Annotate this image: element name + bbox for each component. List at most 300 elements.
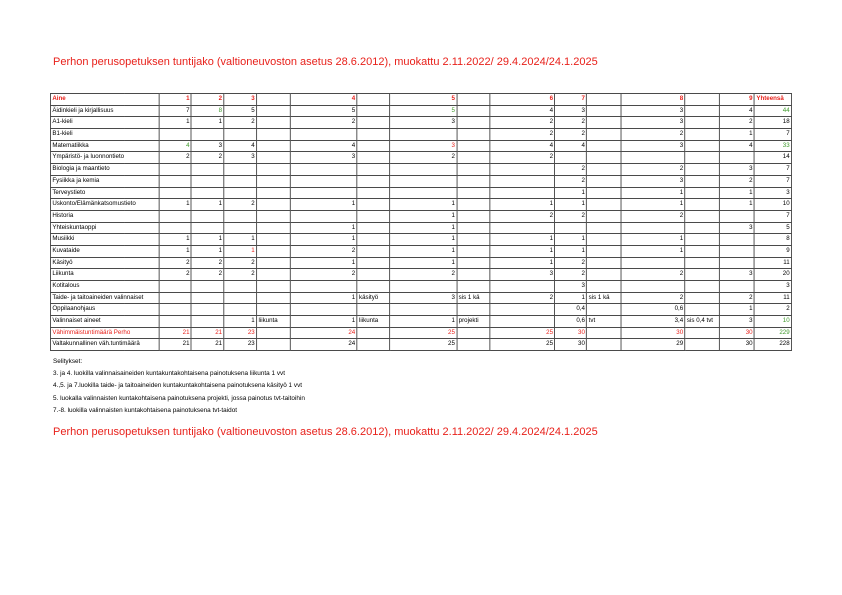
table-row — [50, 245, 791, 257]
empty-cell — [457, 269, 490, 281]
empty-cell — [457, 199, 490, 211]
grade-cell — [191, 187, 224, 199]
row-label: Vähimmäistuntimäärä Perho — [50, 327, 158, 339]
grade-cell: 1 — [390, 234, 457, 246]
empty-cell — [257, 234, 291, 246]
grade-cell — [191, 222, 224, 234]
empty-cell — [257, 339, 291, 351]
grade-cell: 29 — [621, 339, 685, 351]
header-spacer — [357, 94, 390, 106]
empty-cell — [457, 175, 490, 187]
grade-cell: 2 — [490, 292, 555, 304]
grade-cell: 2 — [555, 175, 587, 187]
empty-cell — [257, 292, 291, 304]
grade-cell: 24 — [290, 339, 357, 351]
grade-cell: 21 — [159, 339, 192, 351]
empty-cell — [457, 105, 490, 117]
empty-cell — [357, 187, 390, 199]
grade-cell: 1 — [719, 129, 754, 141]
empty-cell — [685, 175, 719, 187]
grade-cell — [159, 304, 192, 316]
empty-cell — [357, 140, 390, 152]
table-row — [50, 269, 791, 281]
grade-cell: 2 — [490, 152, 555, 164]
header-row — [50, 94, 791, 106]
table-row — [50, 210, 791, 222]
grade-cell — [191, 316, 224, 328]
grade-cell: 1 — [621, 234, 685, 246]
total-cell: 8 — [754, 234, 791, 246]
grade-cell: 25 — [390, 327, 457, 339]
empty-cell — [257, 281, 291, 293]
row-label: Ympäristö- ja luonnontieto — [50, 152, 158, 164]
total-cell: 33 — [754, 140, 791, 152]
grade-cell: 1 — [191, 199, 224, 211]
grade-cell — [290, 187, 357, 199]
total-cell: 229 — [754, 327, 791, 339]
empty-cell — [685, 281, 719, 293]
header-spacer — [587, 94, 621, 106]
grade-cell: 1 — [224, 234, 257, 246]
grade-cell: 2 — [191, 269, 224, 281]
empty-cell — [587, 304, 621, 316]
grade-cell: 1 — [490, 234, 555, 246]
row-label: Uskonto/Elämänkatsomustieto — [50, 199, 158, 211]
grade-cell: 2 — [490, 129, 555, 141]
grade-cell: 23 — [224, 339, 257, 351]
grade-cell: 3 — [621, 175, 685, 187]
table-row — [50, 234, 791, 246]
grade-cell: 2 — [224, 199, 257, 211]
grade-cell — [224, 175, 257, 187]
grade-cell: 4 — [719, 105, 754, 117]
empty-cell — [257, 117, 291, 129]
grade-cell: 25 — [490, 339, 555, 351]
empty-cell — [457, 245, 490, 257]
table-row — [50, 327, 791, 339]
empty-cell — [587, 257, 621, 269]
grade-cell: 2 — [555, 129, 587, 141]
grade-cell — [159, 222, 192, 234]
header-grade: 7 — [555, 94, 587, 106]
empty-cell — [587, 234, 621, 246]
grade-cell: 7 — [159, 105, 192, 117]
grade-cell — [621, 152, 685, 164]
grade-cell — [191, 292, 224, 304]
notes — [53, 356, 305, 417]
empty-cell — [257, 199, 291, 211]
empty-cell — [457, 117, 490, 129]
empty-cell — [257, 222, 291, 234]
grade-cell: 25 — [390, 339, 457, 351]
table-row — [50, 199, 791, 211]
note-cell: sis 1 kä — [587, 292, 621, 304]
grade-cell: 2 — [159, 269, 192, 281]
grade-cell: 4 — [159, 140, 192, 152]
grade-cell — [390, 129, 457, 141]
grade-cell: 5 — [290, 105, 357, 117]
grade-cell: 3 — [719, 164, 754, 176]
grade-cell — [159, 210, 192, 222]
empty-cell — [685, 117, 719, 129]
grade-cell: 1 — [555, 245, 587, 257]
grade-cell — [224, 210, 257, 222]
empty-cell — [357, 257, 390, 269]
grade-cell: 5 — [390, 105, 457, 117]
grade-cell — [490, 187, 555, 199]
grade-cell: 30 — [555, 339, 587, 351]
grade-cell: 1 — [490, 245, 555, 257]
grade-cell — [490, 164, 555, 176]
grade-cell: 3 — [390, 292, 457, 304]
note-cell: käsityö — [357, 292, 390, 304]
empty-cell — [257, 175, 291, 187]
empty-cell — [457, 140, 490, 152]
empty-cell — [685, 269, 719, 281]
note-cell: liikunta — [357, 316, 390, 328]
grade-cell — [719, 281, 754, 293]
empty-cell — [457, 281, 490, 293]
grade-cell: 2 — [621, 292, 685, 304]
row-label: Oppilaanohjaus — [50, 304, 158, 316]
grade-cell: 0,4 — [555, 304, 587, 316]
empty-cell — [685, 257, 719, 269]
table-row — [50, 257, 791, 269]
grade-cell: 3 — [621, 117, 685, 129]
grade-cell — [490, 175, 555, 187]
empty-cell — [457, 187, 490, 199]
grade-cell — [224, 304, 257, 316]
grade-cell — [159, 175, 192, 187]
grade-cell — [719, 210, 754, 222]
grade-cell — [719, 245, 754, 257]
total-cell: 10 — [754, 316, 791, 328]
empty-cell — [457, 234, 490, 246]
empty-cell — [587, 222, 621, 234]
empty-cell — [457, 339, 490, 351]
page-title: Perhon perusopetuksen tuntijako (valtioneuvoston asetus 28.6.2012), muokattu 2.11.2022/ 29.4.2024/24.1.2025 — [53, 56, 598, 68]
grade-cell — [290, 281, 357, 293]
table-row — [50, 316, 791, 328]
header-grade: 3 — [224, 94, 257, 106]
empty-cell — [357, 105, 390, 117]
empty-cell — [357, 245, 390, 257]
grade-cell — [224, 164, 257, 176]
row-label: Yhteiskuntaoppi — [50, 222, 158, 234]
empty-cell — [457, 129, 490, 141]
grade-cell: 1 — [555, 292, 587, 304]
header-spacer — [457, 94, 490, 106]
grade-cell: 30 — [621, 327, 685, 339]
grade-cell — [555, 222, 587, 234]
total-cell: 2 — [754, 304, 791, 316]
note-line: 3. ja 4. luokilla valinnaisaineiden kuntakuntakohtaisena painotuksena liikunta 1 vvt — [53, 370, 285, 378]
empty-cell — [587, 117, 621, 129]
row-label: Terveystieto — [50, 187, 158, 199]
grade-cell: 2 — [290, 117, 357, 129]
total-cell: 7 — [754, 129, 791, 141]
grade-cell — [224, 222, 257, 234]
grade-cell: 2 — [390, 152, 457, 164]
grade-cell — [719, 234, 754, 246]
empty-cell — [357, 339, 390, 351]
total-cell: 11 — [754, 257, 791, 269]
grade-cell: 2 — [555, 164, 587, 176]
table-row — [50, 105, 791, 117]
note-cell: tvt — [587, 316, 621, 328]
grade-cell — [490, 281, 555, 293]
table-row — [50, 152, 791, 164]
grade-cell — [224, 129, 257, 141]
grade-cell: 2 — [224, 269, 257, 281]
header-grade: 5 — [390, 94, 457, 106]
grade-cell: 2 — [490, 117, 555, 129]
empty-cell — [357, 304, 390, 316]
grade-cell: 2 — [555, 210, 587, 222]
empty-cell — [685, 210, 719, 222]
empty-cell — [587, 210, 621, 222]
grade-cell — [159, 316, 192, 328]
grade-cell: 1 — [490, 199, 555, 211]
grade-cell — [290, 304, 357, 316]
table-row — [50, 339, 791, 351]
grade-cell — [621, 281, 685, 293]
total-cell: 5 — [754, 222, 791, 234]
grade-cell: 3 — [719, 222, 754, 234]
row-label: Musiikki — [50, 234, 158, 246]
empty-cell — [685, 304, 719, 316]
empty-cell — [587, 175, 621, 187]
empty-cell — [587, 339, 621, 351]
grade-cell — [290, 164, 357, 176]
grade-cell: 21 — [191, 339, 224, 351]
grade-cell: 1 — [555, 187, 587, 199]
header-spacer — [685, 94, 719, 106]
row-label: Liikunta — [50, 269, 158, 281]
header-grade: 1 — [159, 94, 192, 106]
grade-cell: 2 — [224, 117, 257, 129]
empty-cell — [587, 281, 621, 293]
grade-cell: 1 — [719, 199, 754, 211]
grade-cell — [290, 129, 357, 141]
grade-cell: 2 — [290, 269, 357, 281]
empty-cell — [357, 152, 390, 164]
grade-cell: 3 — [390, 117, 457, 129]
grade-cell: 1 — [621, 245, 685, 257]
empty-cell — [685, 164, 719, 176]
note-cell: sis 1 kä — [457, 292, 490, 304]
empty-cell — [357, 327, 390, 339]
grade-cell: 0,6 — [621, 304, 685, 316]
empty-cell — [457, 257, 490, 269]
grade-cell: 2 — [621, 164, 685, 176]
empty-cell — [587, 245, 621, 257]
grade-cell: 30 — [555, 327, 587, 339]
row-label: Fysiikka ja kemia — [50, 175, 158, 187]
grade-cell: 4 — [555, 140, 587, 152]
grade-cell — [290, 210, 357, 222]
total-cell: 14 — [754, 152, 791, 164]
grade-cell: 1 — [224, 245, 257, 257]
grade-cell: 3 — [390, 140, 457, 152]
grade-cell — [159, 129, 192, 141]
grade-cell: 1 — [390, 210, 457, 222]
empty-cell — [257, 105, 291, 117]
grade-cell — [159, 187, 192, 199]
grade-cell: 1 — [719, 304, 754, 316]
table-row — [50, 164, 791, 176]
empty-cell — [257, 257, 291, 269]
grade-cell: 4 — [490, 105, 555, 117]
total-cell: 18 — [754, 117, 791, 129]
row-label: Valtakunnallinen väh.tuntimäärä — [50, 339, 158, 351]
grade-cell: 1 — [290, 222, 357, 234]
table-row — [50, 292, 791, 304]
grade-cell — [290, 175, 357, 187]
empty-cell — [587, 140, 621, 152]
note-line: 4.,5. ja 7.luokilla taide- ja taitoaineiden kuntakuntakohtaisena painotuksena käsityö 1 vvt — [53, 382, 303, 390]
grade-cell: 2 — [719, 175, 754, 187]
row-label: Matematiikka — [50, 140, 158, 152]
header-grade: 6 — [490, 94, 555, 106]
empty-cell — [587, 164, 621, 176]
grade-cell — [159, 164, 192, 176]
empty-cell — [357, 129, 390, 141]
empty-cell — [685, 245, 719, 257]
empty-cell — [357, 199, 390, 211]
empty-cell — [257, 140, 291, 152]
table-row — [50, 175, 791, 187]
grade-cell — [390, 164, 457, 176]
grade-cell: 3 — [490, 269, 555, 281]
grade-cell: 4 — [290, 140, 357, 152]
empty-cell — [457, 164, 490, 176]
empty-cell — [685, 339, 719, 351]
grade-cell — [191, 129, 224, 141]
empty-cell — [257, 269, 291, 281]
grade-cell: 21 — [191, 327, 224, 339]
grade-cell: 1 — [290, 234, 357, 246]
grade-cell: 2 — [191, 257, 224, 269]
total-cell: 10 — [754, 199, 791, 211]
row-label: Äidinkieli ja kirjallisuus — [50, 105, 158, 117]
grade-cell — [224, 292, 257, 304]
empty-cell — [685, 222, 719, 234]
empty-cell — [457, 327, 490, 339]
grade-cell: 1 — [719, 187, 754, 199]
table-row — [50, 140, 791, 152]
total-cell: 20 — [754, 269, 791, 281]
empty-cell — [685, 140, 719, 152]
note-cell: projekti — [457, 316, 490, 328]
grade-cell: 1 — [191, 117, 224, 129]
grade-cell — [191, 175, 224, 187]
row-label: B1-kieli — [50, 129, 158, 141]
grade-cell — [490, 304, 555, 316]
grade-cell: 2 — [621, 210, 685, 222]
table-row — [50, 222, 791, 234]
grade-cell — [224, 187, 257, 199]
empty-cell — [357, 175, 390, 187]
grade-cell: 4 — [490, 140, 555, 152]
note-cell: liikunta — [257, 316, 291, 328]
row-label: Biologia ja maantieto — [50, 164, 158, 176]
grade-cell: 3 — [555, 105, 587, 117]
grade-cell: 2 — [621, 269, 685, 281]
grade-cell — [159, 281, 192, 293]
row-label: Käsityö — [50, 257, 158, 269]
grade-cell — [191, 164, 224, 176]
grade-cell: 1 — [490, 257, 555, 269]
grade-cell: 2 — [719, 117, 754, 129]
footer-title: Perhon perusopetuksen tuntijako (valtioneuvoston asetus 28.6.2012), muokattu 2.11.2022/ 29.4.2024/24.1.2025 — [53, 426, 598, 438]
empty-cell — [587, 152, 621, 164]
table-row — [50, 117, 791, 129]
empty-cell — [457, 222, 490, 234]
empty-cell — [587, 129, 621, 141]
empty-cell — [685, 234, 719, 246]
empty-cell — [587, 105, 621, 117]
grade-cell: 1 — [191, 245, 224, 257]
grade-cell — [224, 281, 257, 293]
empty-cell — [587, 187, 621, 199]
grade-cell — [555, 152, 587, 164]
grade-cell: 1 — [621, 199, 685, 211]
grade-cell: 2 — [719, 292, 754, 304]
grade-cell: 1 — [290, 292, 357, 304]
grade-cell — [621, 222, 685, 234]
grade-cell — [390, 304, 457, 316]
grade-cell: 1 — [390, 257, 457, 269]
total-cell: 7 — [754, 175, 791, 187]
empty-cell — [457, 304, 490, 316]
empty-cell — [257, 152, 291, 164]
empty-cell — [257, 164, 291, 176]
grade-cell — [191, 281, 224, 293]
grade-cell: 2 — [621, 129, 685, 141]
empty-cell — [685, 199, 719, 211]
grade-cell: 2 — [555, 269, 587, 281]
header-subject: Aine — [50, 94, 158, 106]
note-line: 5. luokalla valinnaisten kuntakohtaisena painotuksena projekti, jossa painotus tvt-taitoihin — [53, 394, 305, 402]
grade-cell — [191, 210, 224, 222]
note-line: 7.-8. luokilla valinnaisten kuntakohtaisena painotuksena tvt-taidot — [53, 406, 238, 414]
grade-cell: 1 — [390, 199, 457, 211]
empty-cell — [357, 269, 390, 281]
row-label: Valinnaiset aineet — [50, 316, 158, 328]
grade-cell: 2 — [290, 245, 357, 257]
grade-cell: 2 — [390, 269, 457, 281]
empty-cell — [357, 281, 390, 293]
empty-cell — [257, 129, 291, 141]
grade-cell: 1 — [555, 234, 587, 246]
grade-cell: 3,4 — [621, 316, 685, 328]
empty-cell — [257, 327, 291, 339]
empty-cell — [685, 105, 719, 117]
total-cell: 3 — [754, 187, 791, 199]
total-cell: 228 — [754, 339, 791, 351]
grade-cell — [621, 257, 685, 269]
grade-cell: 1 — [290, 257, 357, 269]
grade-cell: 1 — [159, 245, 192, 257]
timetable — [50, 93, 792, 351]
grade-cell — [390, 187, 457, 199]
grade-cell — [159, 292, 192, 304]
grade-cell: 4 — [224, 140, 257, 152]
empty-cell — [357, 164, 390, 176]
empty-cell — [457, 210, 490, 222]
table-row — [50, 281, 791, 293]
